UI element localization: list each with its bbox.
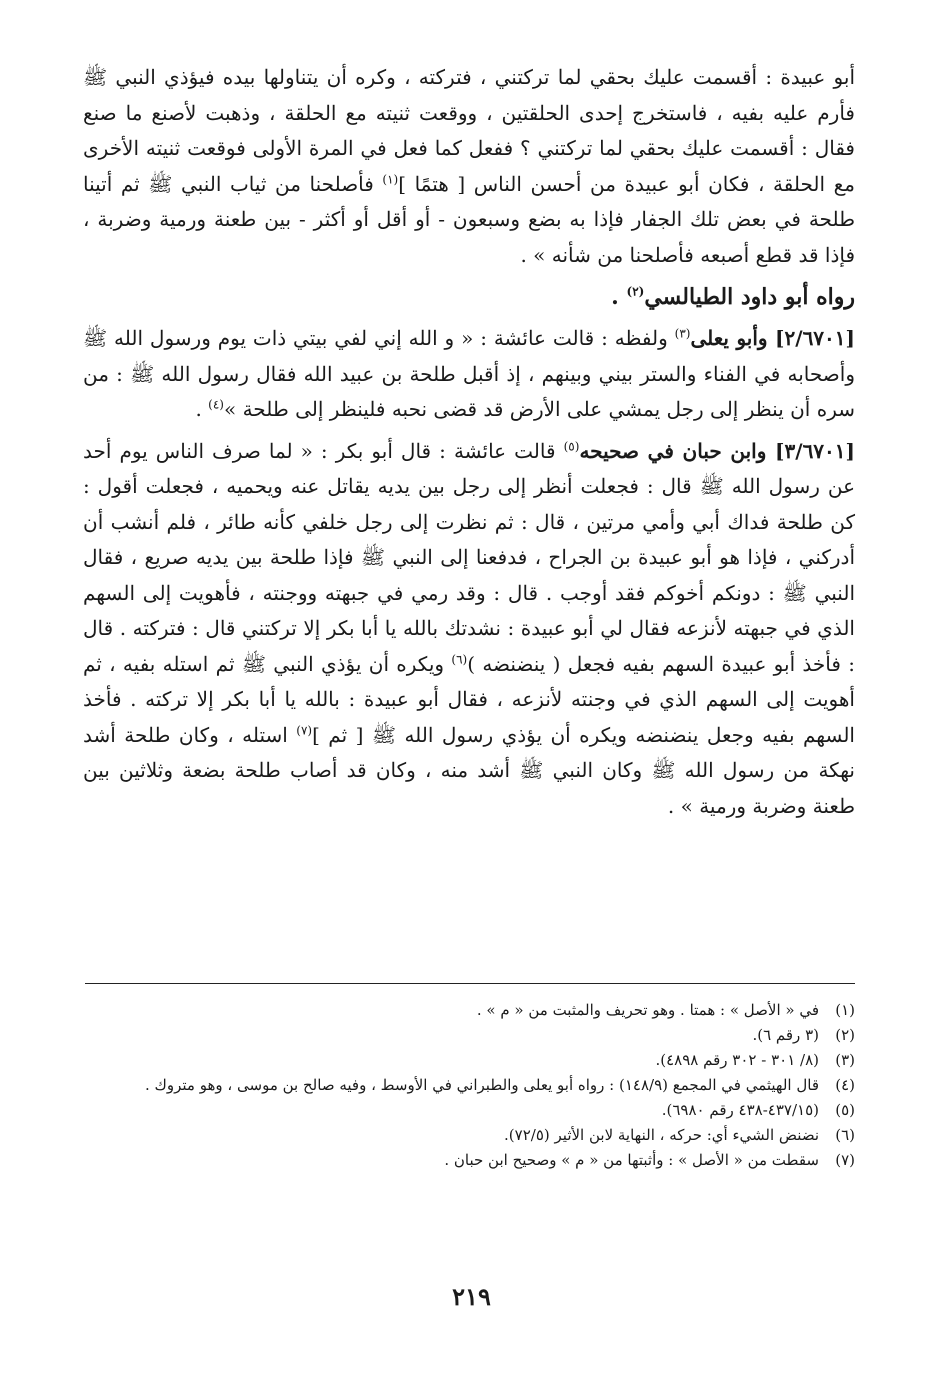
footnote-number: (٥): [835, 1101, 855, 1119]
paragraph-3-text-1: قالت عائشة : قال أبو بكر : « لما صرف الناس يوم أحد عن رسول الله ﷺ قال : فجعلت أنظر إلى رجل بين يديه يقاتل عنه ويحميه ، فجعلت أقول : كن طلحة فداك أبي وأمي مرتين ، قال : ثم نظرت إلى رجل خلفي كأنه طائر ، فلم أنشب أن أدركني ، فإذا هو أبو عبيدة بن الجراح ، فدفعنا إلى النبي ﷺ فإذا طلحة بين يديه صريع ، فقال النبي ﷺ : دونكم أخوكم فقد أوجب . قال : وقد رمي في جبهته ووجنته ، فأهويت إلى السهم الذي في جبهته لأنزعه فقال لي أبو عبيدة : نشدتك بالله يا أبا بكر إلا تركتني قال : فتركته . قال : فأخذ أبو عبيدة السهم بفيه فجعل ( ينضنضه ): [83, 438, 856, 676]
paragraph-2-text: ولفظه : قالت عائشة : « و الله إني لفي بيتي ذات يوم ورسول الله ﷺ وأصحابه في الفناء والستر بيني وبينهم ، إذ أقبل طلحة بن عبيد الله فقال رسول الله ﷺ : من سره أن ينظر إلى رجل يمشي على الأرض قد قضى نحبه فلينظر إلى طلحة »: [83, 326, 855, 421]
footnote-text: (٤٣٧/١٥-٤٣٨ رقم ٦٩٨٠).: [661, 1101, 819, 1119]
paragraph-3-text-3: استله ، وكان طلحة أشد نهكة من رسول الله ﷺ وكان النبي ﷺ أشد منه ، وكان قد أصاب طلحة بضعة وثلاثين بين طعنة وضربة ورمية » .: [83, 722, 855, 818]
hadith-ref-2: [٢/٦٧٠١] وأبو يعلى: [690, 326, 855, 350]
paragraph-1-text: أبو عبيدة : أقسمت عليك بحقي لما تركتني ، فتركته ، وكره أن يتناولها بيده فيؤذي النبي ﷺ فأرم عليه بفيه ، فاستخرج إحدى الحلقتين ، ووقعت ثنيته مع الحلقة ، وذهبت لأصنع ما صنع فقال : أقسمت عليك بحقي لما تركتني ؟ ففعل كما فعل في المرة الأولى فوقعت ثنيته الأخرى مع الحلقة ، فكان أبو عبيدة من أحسن الناس [ هتمًا ]: [83, 65, 855, 196]
footnote-ref-3: (٣): [674, 326, 691, 341]
footnote-2: [83, 1023, 855, 1048]
paragraph-1: [83, 60, 855, 273]
footnote-number: (٢): [835, 1026, 855, 1044]
footnote-text: في « الأصل » : همتا . وهو تحريف والمثبت من « م » .: [476, 1001, 819, 1019]
footnote-text: قال الهيثمي في المجمع (١٤٨/٩) : رواه أبو يعلى والطبراني في الأوسط ، وفيه صالح بن موسى ، وهو متروك .: [144, 1076, 819, 1094]
paragraph-3-text-2: ويكره أن يؤذي النبي ﷺ ثم استله بفيه ، ثم أهويت إلى السهم الذي في وجنته لأنزعه ، فقال أبو عبيدة : بالله يا أبا بكر إلا تركته . فأخذ السهم بفيه وجعل ينضنضه ويكره أن يؤذي رسول الله ﷺ [ ثم ]: [83, 651, 855, 747]
paragraph-2: [83, 321, 855, 428]
footnote-number: (٤): [835, 1076, 855, 1094]
page-number: ٢١٩: [452, 1282, 491, 1311]
footnote-text: (٣ رقم ٦).: [752, 1026, 819, 1044]
section-heading: [83, 277, 855, 317]
footnote-3: [83, 1048, 855, 1073]
heading-text: رواه أبو داود الطيالسي: [644, 284, 855, 310]
footnote-number: (٧): [835, 1151, 855, 1169]
heading-end: .: [611, 284, 627, 310]
footnote-number: (٦): [835, 1126, 855, 1144]
footnote-1: [83, 998, 855, 1023]
footnote-number: (١): [835, 1001, 855, 1019]
footnote-ref-4: (٤): [208, 397, 224, 412]
hadith-ref-3: [٣/٦٧٠١] وابن حبان في صحيحه: [579, 438, 855, 463]
footnotes: [83, 998, 855, 1173]
paragraph-1-rest: فأصلحنا من ثياب النبي ﷺ ثم أتينا طلحة في بعض تلك الجفار فإذا به بضع وسبعون - أو أقل أو أكثر - بين طعنة ورمية وضربة ، فإذا قد قطع أصبعه فأصلحنا من شأنه » .: [83, 171, 855, 267]
main-text: [83, 60, 855, 824]
footnote-ref-1: (١): [382, 171, 399, 186]
footnote-ref-6: (٦): [451, 651, 468, 666]
footnote-ref-7: (٧): [296, 722, 313, 737]
footnote-ref-5: (٥): [563, 438, 580, 453]
paragraph-2-end: .: [195, 397, 209, 421]
footnote-4: [83, 1073, 855, 1098]
footnote-5: [83, 1098, 855, 1123]
footnote-ref-2: (٢): [626, 284, 645, 299]
footnote-7: [83, 1148, 855, 1173]
paragraph-3: [83, 434, 855, 825]
footnote-6: [83, 1123, 855, 1148]
footnote-text: (٨/ ٣٠١ - ٣٠٢ رقم ٤٨٩٨).: [655, 1051, 819, 1069]
footnote-divider: [85, 983, 855, 984]
footnote-text: سقطت من « الأصل » : وأثبتها من « م » وصحيح ابن حبان .: [444, 1151, 819, 1169]
footnote-number: (٣): [835, 1051, 855, 1069]
footnote-text: نضنض الشيء أي: حركه ، النهاية لابن الأثير (٧٢/٥).: [504, 1126, 819, 1144]
